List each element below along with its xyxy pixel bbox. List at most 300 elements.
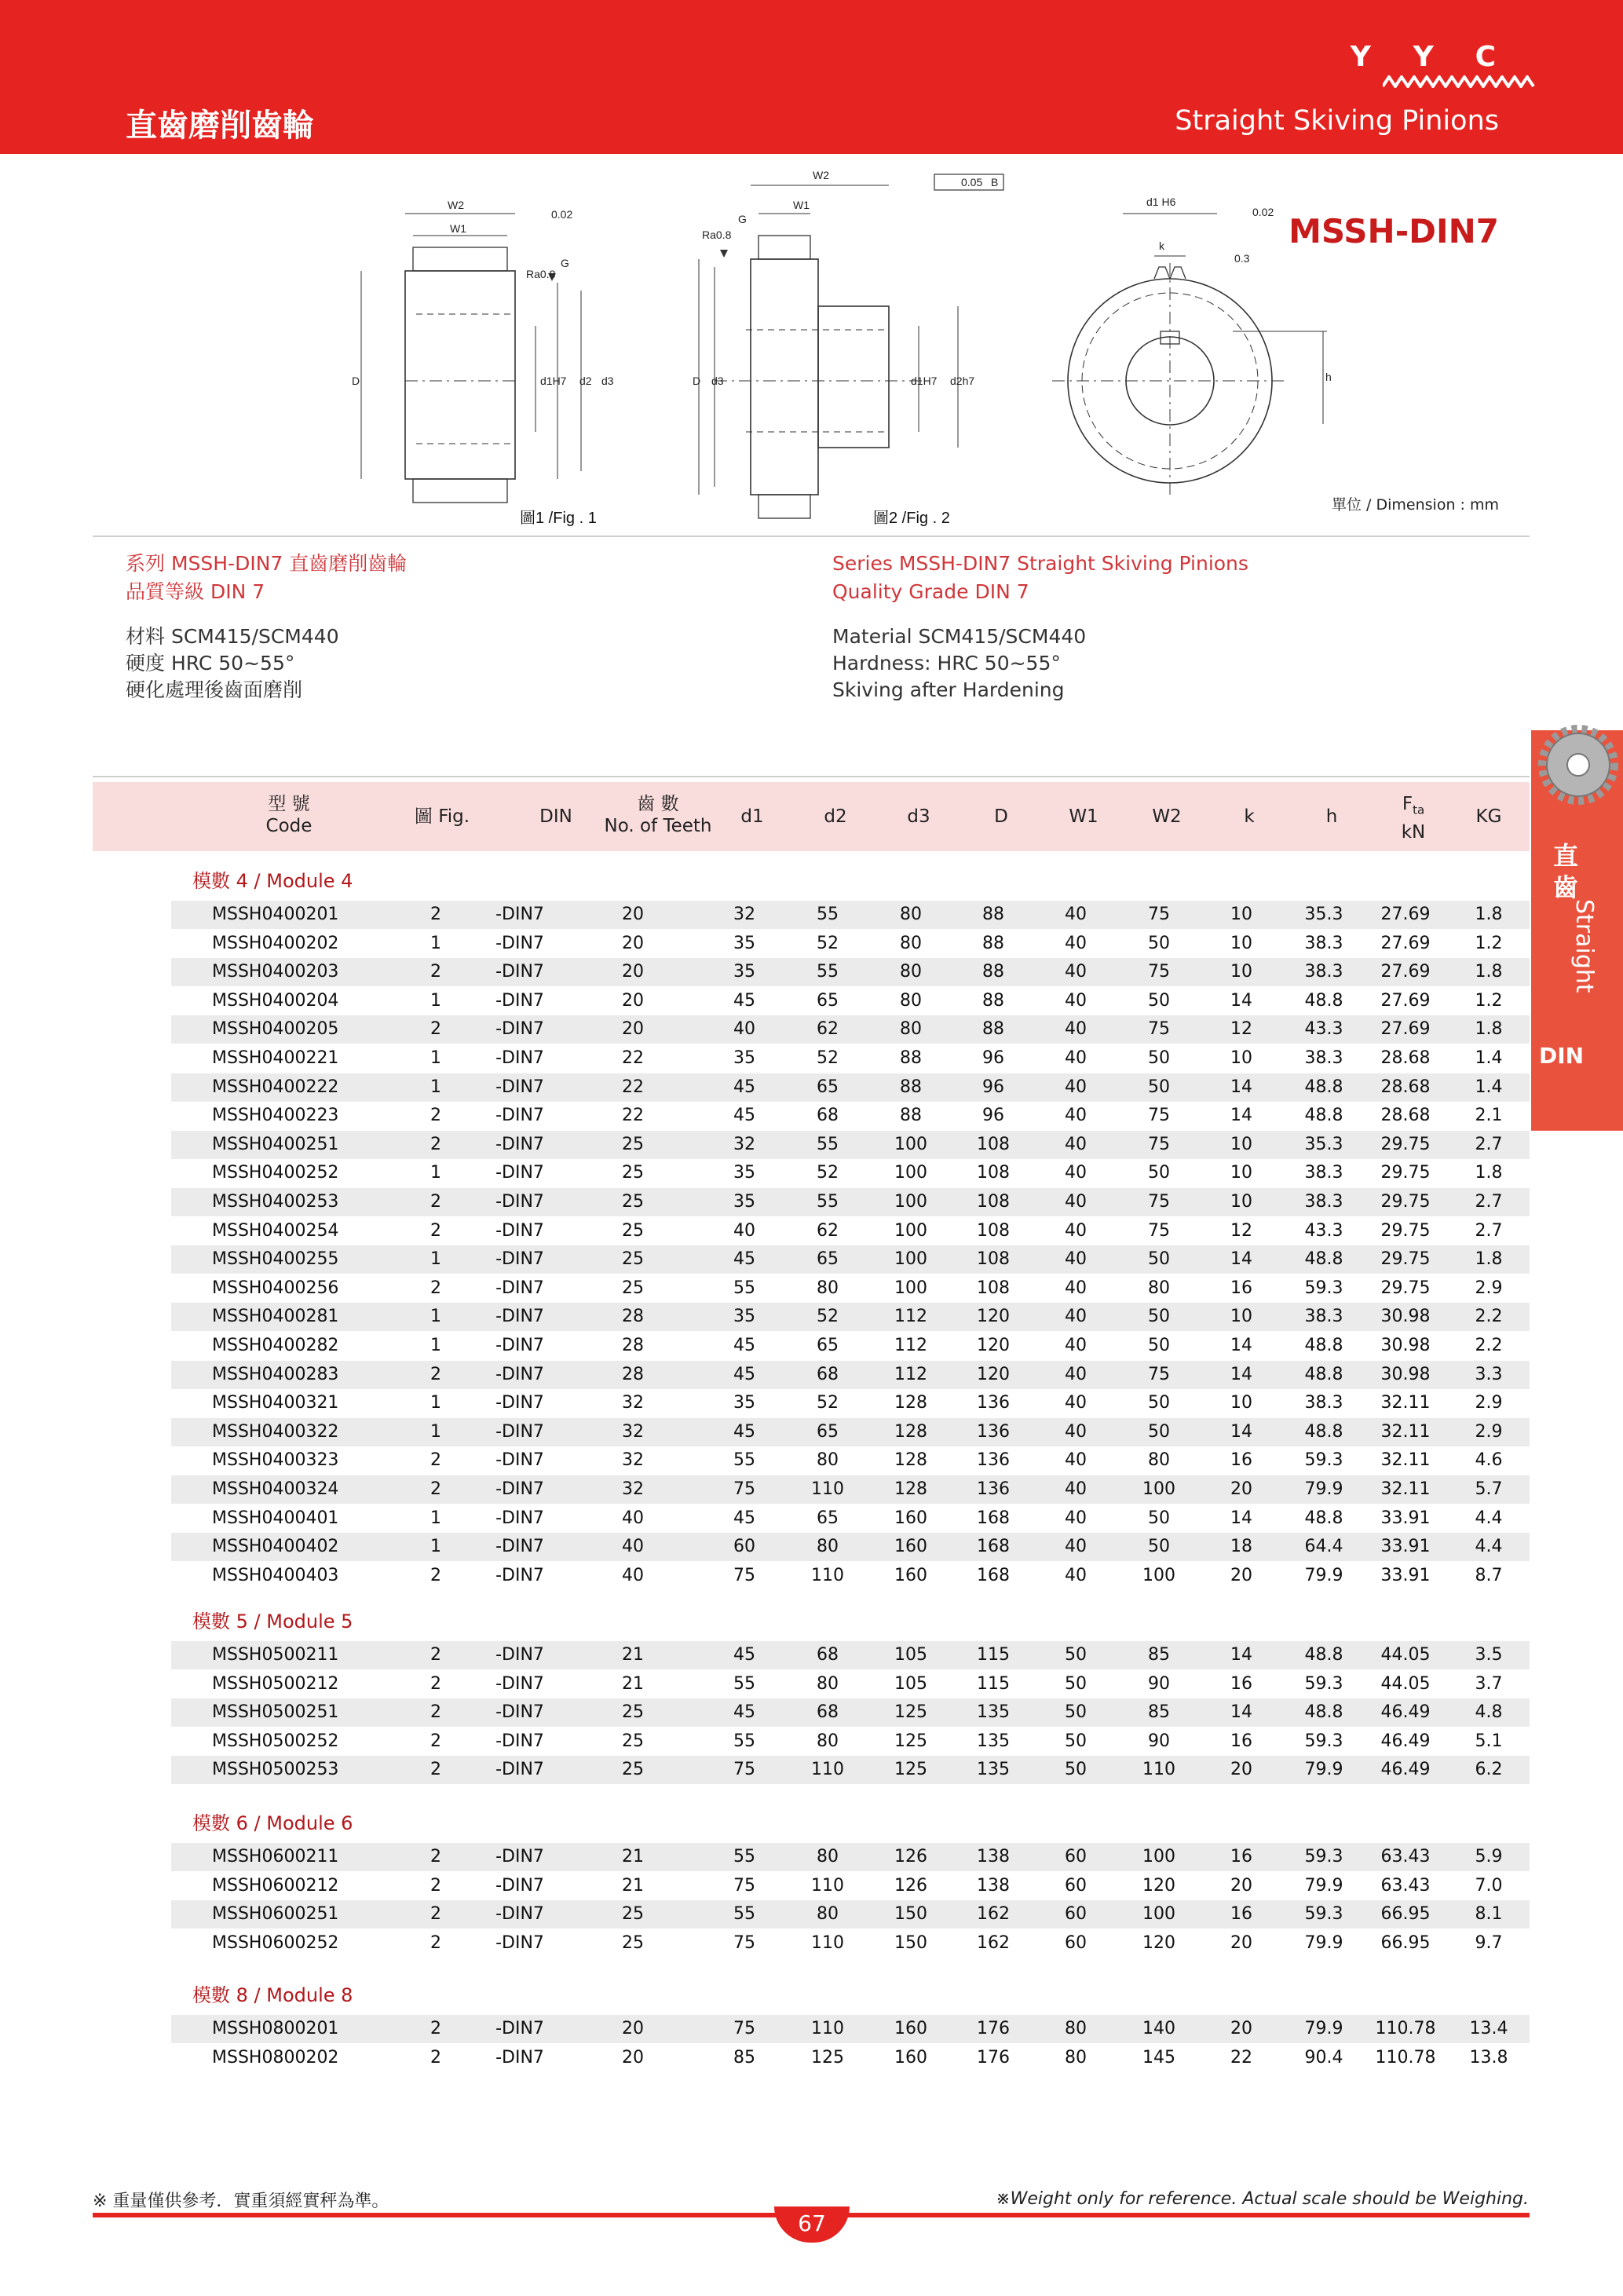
cell-D: 120: [977, 1307, 1010, 1327]
cell-fig: 1: [430, 1077, 441, 1097]
cell-teeth: 32: [622, 1450, 644, 1471]
cell-d1: 75: [733, 2019, 755, 2038]
cell-teeth: 25: [622, 1702, 644, 1723]
cell-w1: 80: [1065, 2019, 1087, 2038]
cell-d3: 125: [894, 1702, 927, 1723]
cell-kg: 6.2: [1475, 1760, 1503, 1780]
table-row: [171, 1102, 1530, 1130]
cell-d2: 52: [817, 933, 839, 953]
label-d1h6-fig3: d1 H6: [1146, 196, 1176, 208]
cell-d2: 80: [817, 1450, 839, 1471]
cell-D: 115: [977, 1673, 1010, 1694]
cell-fta: 29.75: [1380, 1163, 1431, 1183]
cell-k: 12: [1230, 1220, 1252, 1241]
fig2-caption: 圖2 /Fig . 2: [873, 510, 950, 527]
cell-d2: 52: [817, 1393, 839, 1413]
cell-w2: 75: [1148, 1364, 1170, 1384]
cell-teeth: 25: [622, 1760, 644, 1780]
cell-w2: 75: [1148, 905, 1170, 924]
label-d3-fig1: d3: [601, 375, 614, 387]
table-row: [171, 1504, 1530, 1533]
cell-fta: 28.68: [1380, 1077, 1431, 1097]
cell-w2: 50: [1148, 933, 1170, 953]
cell-k: 10: [1230, 905, 1252, 924]
cell-din: -DIN7: [495, 1336, 544, 1355]
cell-D: 108: [977, 1220, 1010, 1241]
cell-teeth: 20: [622, 2019, 644, 2038]
cell-code: MSSH0500211: [212, 1645, 339, 1665]
cell-w1: 40: [1065, 1565, 1087, 1585]
cell-code: MSSH0400254: [212, 1220, 339, 1241]
cell-code: MSSH0400283: [212, 1364, 339, 1384]
cell-d2: 55: [817, 962, 839, 982]
cell-w1: 40: [1065, 1077, 1087, 1097]
table-row: [171, 1389, 1530, 1417]
cell-w1: 50: [1065, 1645, 1087, 1665]
table-row: [171, 1872, 1530, 1900]
cell-kg: 1.8: [1475, 1163, 1503, 1183]
cell-fig: 1: [430, 1048, 441, 1068]
brand-teeth-graphic: [1383, 75, 1537, 88]
cell-fta: 27.69: [1380, 933, 1431, 953]
side-tab-en: Straight: [1570, 899, 1598, 993]
cell-teeth: 25: [622, 1278, 644, 1298]
table-row: [171, 1245, 1530, 1274]
cell-kg: 2.9: [1475, 1278, 1503, 1298]
info-zh: [126, 550, 407, 704]
material-en: Material SCM415/SCM440: [832, 625, 1087, 648]
cell-fig: 2: [430, 2019, 441, 2038]
cell-d3: 105: [894, 1645, 927, 1665]
cell-k: 14: [1230, 1645, 1252, 1665]
cell-code: MSSH0400223: [212, 1106, 339, 1126]
table-row: [171, 1188, 1530, 1216]
cell-teeth: 28: [622, 1364, 644, 1384]
cell-d3: 112: [894, 1307, 927, 1327]
page-header: [0, 0, 1623, 154]
cell-d1: 55: [733, 1673, 755, 1694]
cell-kg: 8.7: [1475, 1565, 1503, 1585]
col-D: D: [994, 806, 1008, 827]
cell-din: -DIN7: [495, 1048, 544, 1068]
cell-d3: 126: [894, 1875, 927, 1896]
model-name: MSSH-DIN7: [1289, 212, 1499, 250]
cell-fig: 2: [430, 1702, 441, 1723]
cell-h: 79.9: [1304, 1760, 1343, 1780]
cell-h: 79.9: [1304, 1875, 1343, 1896]
cell-d1: 75: [733, 1932, 755, 1953]
table-row: [171, 1900, 1530, 1929]
cell-teeth: 20: [622, 905, 644, 924]
cell-din: -DIN7: [495, 1702, 544, 1723]
cell-d1: 35: [733, 1048, 755, 1068]
cell-fta: 27.69: [1380, 905, 1431, 924]
cell-code: MSSH0400255: [212, 1249, 339, 1270]
col-fta-unit: kN: [1401, 821, 1426, 843]
divider: [93, 776, 1530, 777]
label-d-fig1: D: [352, 375, 360, 387]
cell-d1: 35: [733, 1393, 755, 1413]
grade-en: Quality Grade DIN 7: [832, 580, 1029, 603]
col-fta-label: F: [1402, 794, 1413, 814]
cell-D: 138: [977, 1847, 1010, 1866]
cell-code: MSSH0400403: [212, 1565, 339, 1585]
cell-fta: 30.98: [1380, 1364, 1431, 1384]
cell-d3: 80: [900, 1019, 922, 1040]
cell-kg: 5.9: [1475, 1847, 1503, 1866]
cell-d2: 65: [817, 1508, 839, 1528]
cell-k: 20: [1230, 2019, 1252, 2038]
cell-din: -DIN7: [495, 1731, 544, 1751]
cell-w1: 60: [1065, 1847, 1087, 1866]
cell-din: -DIN7: [495, 1393, 544, 1413]
cell-fta: 44.05: [1380, 1645, 1431, 1665]
label-d3-fig2: d3: [711, 375, 724, 387]
table-row: [171, 1418, 1530, 1446]
cell-fta: 33.91: [1380, 1508, 1431, 1528]
cell-w2: 90: [1148, 1673, 1170, 1694]
cell-fig: 1: [430, 1307, 441, 1327]
cell-d1: 45: [733, 990, 755, 1011]
cell-w2: 50: [1148, 1048, 1170, 1068]
cell-code: MSSH0400402: [212, 1537, 339, 1557]
cell-d2: 80: [817, 1278, 839, 1298]
cell-d2: 125: [811, 2047, 844, 2067]
cell-k: 16: [1230, 1673, 1252, 1694]
cell-teeth: 40: [622, 1537, 644, 1557]
cell-kg: 5.1: [1475, 1731, 1503, 1751]
cell-k: 12: [1230, 1019, 1252, 1040]
cell-D: 176: [977, 2047, 1010, 2067]
cell-fig: 2: [430, 1106, 441, 1126]
cell-w1: 40: [1065, 1278, 1087, 1298]
cell-teeth: 25: [622, 1249, 644, 1270]
cell-fta: 46.49: [1380, 1702, 1431, 1723]
cell-teeth: 21: [622, 1847, 644, 1866]
cell-D: 135: [977, 1702, 1010, 1723]
table-row: [171, 1015, 1530, 1044]
cell-teeth: 25: [622, 1904, 644, 1925]
cell-d1: 85: [733, 2047, 755, 2067]
label-symmetry: 0.3: [1234, 252, 1250, 265]
cell-h: 35.3: [1304, 1134, 1343, 1154]
page-number: 67: [774, 2206, 850, 2243]
cell-D: 88: [982, 905, 1004, 924]
cell-D: 88: [982, 990, 1004, 1011]
cell-d2: 55: [817, 1134, 839, 1154]
cell-w2: 75: [1148, 962, 1170, 982]
cell-teeth: 32: [622, 1421, 644, 1442]
cell-h: 43.3: [1304, 1019, 1343, 1040]
cell-kg: 4.4: [1475, 1537, 1503, 1557]
cell-w2: 50: [1148, 1421, 1170, 1442]
cell-code: MSSH0500251: [212, 1702, 339, 1723]
table-row: [171, 1843, 1530, 1871]
cell-w1: 80: [1065, 2047, 1087, 2067]
cell-w1: 40: [1065, 1048, 1087, 1068]
cell-k: 10: [1230, 1307, 1252, 1327]
cell-D: 135: [977, 1731, 1010, 1751]
cell-w2: 80: [1148, 1450, 1170, 1471]
cell-code: MSSH0500253: [212, 1760, 339, 1780]
cell-code: MSSH0400204: [212, 990, 339, 1011]
cell-h: 48.8: [1304, 1508, 1343, 1528]
cell-w2: 120: [1142, 1932, 1175, 1953]
cell-h: 59.3: [1304, 1904, 1343, 1925]
cell-k: 10: [1230, 933, 1252, 953]
cell-d1: 55: [733, 1847, 755, 1866]
fig3-end-view: [1052, 214, 1327, 499]
cell-code: MSSH0400323: [212, 1450, 339, 1471]
col-teeth-zh: 齒 數: [637, 794, 679, 814]
cell-k: 14: [1230, 1421, 1252, 1442]
cell-kg: 1.2: [1475, 990, 1503, 1011]
cell-h: 48.8: [1304, 1364, 1343, 1384]
cell-teeth: 20: [622, 962, 644, 982]
fig1-drawing: [361, 214, 581, 503]
footnote-en: ※Weight only for reference. Actual scale should be Weighing.: [996, 2189, 1529, 2209]
cell-k: 10: [1230, 1048, 1252, 1068]
cell-D: 162: [977, 1932, 1010, 1953]
cell-teeth: 28: [622, 1336, 644, 1355]
cell-fig: 2: [430, 1904, 441, 1925]
cell-w2: 50: [1148, 1307, 1170, 1327]
side-tab-din: DIN: [1539, 1043, 1585, 1069]
cell-fig: 1: [430, 933, 441, 953]
cell-D: 108: [977, 1163, 1010, 1183]
cell-D: 108: [977, 1249, 1010, 1270]
col-d2: d2: [824, 806, 847, 827]
cell-d3: 128: [894, 1450, 927, 1471]
cell-fta: 29.75: [1380, 1278, 1431, 1298]
cell-D: 88: [982, 933, 1004, 953]
cell-d1: 35: [733, 1163, 755, 1183]
cell-teeth: 20: [622, 933, 644, 953]
cell-code: MSSH0400281: [212, 1307, 339, 1327]
cell-d1: 45: [733, 1077, 755, 1097]
label-w1-fig1: W1: [450, 222, 466, 235]
cell-h: 48.8: [1304, 1106, 1343, 1126]
cell-fig: 2: [430, 1278, 441, 1298]
col-code: [234, 793, 344, 837]
cell-h: 38.3: [1304, 962, 1343, 982]
cell-code: MSSH0400205: [212, 1019, 339, 1040]
label-d1h7-fig1: d1H7: [540, 375, 567, 387]
cell-d3: 128: [894, 1393, 927, 1413]
cell-D: 136: [977, 1393, 1010, 1413]
label-datum: B: [991, 176, 999, 188]
cell-k: 22: [1230, 2047, 1252, 2067]
cell-h: 35.3: [1304, 905, 1343, 924]
cell-fta: 63.43: [1380, 1875, 1431, 1896]
cell-d1: 45: [733, 1106, 755, 1126]
cell-teeth: 25: [622, 1220, 644, 1241]
cell-fta: 29.75: [1380, 1192, 1431, 1212]
table-row: [171, 1217, 1530, 1245]
cell-w1: 40: [1065, 1450, 1087, 1471]
cell-d3: 160: [894, 1565, 927, 1585]
cell-w1: 40: [1065, 1307, 1087, 1327]
cell-D: 96: [982, 1106, 1004, 1126]
cell-din: -DIN7: [495, 933, 544, 953]
series-en: Series MSSH-DIN7 Straight Skiving Pinions: [832, 552, 1248, 575]
label-w1-fig2: W1: [793, 199, 810, 211]
label-d1h7-fig2: d1H7: [911, 375, 938, 387]
cell-kg: 13.8: [1469, 2047, 1508, 2067]
footnote-zh: ※ 重量僅供參考．實重須經實秤為準。: [93, 2192, 389, 2211]
cell-teeth: 20: [622, 990, 644, 1011]
cell-h: 48.8: [1304, 990, 1343, 1011]
cell-D: 96: [982, 1077, 1004, 1097]
cell-w1: 40: [1065, 1393, 1087, 1413]
cell-w2: 50: [1148, 1249, 1170, 1270]
cell-d3: 100: [894, 1163, 927, 1183]
cell-d1: 55: [733, 1450, 755, 1471]
cell-w1: 50: [1065, 1702, 1087, 1723]
cell-d2: 65: [817, 1077, 839, 1097]
cell-d3: 100: [894, 1249, 927, 1270]
cell-kg: 4.4: [1475, 1508, 1503, 1528]
cell-d3: 105: [894, 1673, 927, 1694]
cell-d2: 55: [817, 1192, 839, 1212]
cell-din: -DIN7: [495, 1847, 544, 1866]
cell-w1: 40: [1065, 1163, 1087, 1183]
cell-d3: 100: [894, 1278, 927, 1298]
cell-teeth: 40: [622, 1565, 644, 1585]
cell-h: 59.3: [1304, 1731, 1343, 1751]
cell-D: 176: [977, 2019, 1010, 2038]
cell-w1: 40: [1065, 990, 1087, 1011]
cell-d3: 128: [894, 1421, 927, 1442]
cell-d2: 62: [817, 1220, 839, 1241]
side-tab-zh: 直齒: [1553, 841, 1579, 902]
cell-d1: 45: [733, 1702, 755, 1723]
cell-k: 20: [1230, 1760, 1252, 1780]
process-en: Skiving after Hardening: [832, 678, 1065, 701]
cell-d1: 55: [733, 1731, 755, 1751]
cell-din: -DIN7: [495, 1192, 544, 1212]
cell-d3: 88: [900, 1106, 922, 1126]
cell-d2: 80: [817, 1673, 839, 1694]
cell-k: 16: [1230, 1847, 1252, 1866]
section-title: 模數 5 / Module 5: [192, 1610, 353, 1632]
cell-D: 168: [977, 1508, 1010, 1528]
cell-w2: 140: [1142, 2019, 1175, 2038]
cell-k: 14: [1230, 1364, 1252, 1384]
cell-fta: 30.98: [1380, 1307, 1431, 1327]
table-row: [171, 1159, 1530, 1187]
cell-din: -DIN7: [495, 2019, 544, 2038]
side-tab: [1531, 730, 1623, 1131]
cell-d2: 68: [817, 1106, 839, 1126]
cell-d2: 110: [811, 1565, 844, 1585]
cell-h: 79.9: [1304, 1565, 1343, 1585]
cell-k: 14: [1230, 1077, 1252, 1097]
cell-h: 38.3: [1304, 1192, 1343, 1212]
cell-w1: 40: [1065, 1537, 1087, 1557]
cell-D: 136: [977, 1450, 1010, 1471]
label-h-fig3: h: [1325, 371, 1332, 383]
label-d2-fig1: d2: [579, 375, 592, 387]
table-row: [171, 1670, 1530, 1698]
cell-d3: 80: [900, 962, 922, 982]
cell-fta: 66.95: [1380, 1932, 1431, 1953]
cell-fig: 2: [430, 1479, 441, 1499]
cell-k: 20: [1230, 1932, 1252, 1953]
cell-d1: 45: [733, 1508, 755, 1528]
cell-d2: 52: [817, 1307, 839, 1327]
cell-code: MSSH0500212: [212, 1673, 339, 1694]
cell-code: MSSH0600251: [212, 1904, 339, 1925]
cell-k: 16: [1230, 1904, 1252, 1925]
cell-w1: 40: [1065, 1220, 1087, 1241]
cell-k: 18: [1230, 1537, 1252, 1557]
cell-teeth: 21: [622, 1645, 644, 1665]
cell-w2: 145: [1142, 2047, 1175, 2067]
cell-d2: 52: [817, 1048, 839, 1068]
label-runout-fig1: 0.02: [551, 208, 573, 221]
hardness-en: Hardness: HRC 50~55°: [832, 652, 1061, 675]
table-row: [171, 1727, 1530, 1756]
cell-fig: 2: [430, 905, 441, 924]
cell-h: 48.8: [1304, 1645, 1343, 1665]
cell-d3: 150: [894, 1904, 927, 1925]
cell-h: 48.8: [1304, 1702, 1343, 1723]
cell-fta: 32.11: [1380, 1421, 1431, 1442]
cell-k: 14: [1230, 1336, 1252, 1355]
series-zh: 系列 MSSH-DIN7 直齒磨削齒輪: [126, 552, 408, 575]
cell-code: MSSH0400253: [212, 1192, 339, 1212]
col-d1: d1: [740, 806, 764, 827]
table-row: [171, 901, 1530, 929]
cell-teeth: 25: [622, 1163, 644, 1183]
cell-k: 14: [1230, 1702, 1252, 1723]
cell-k: 14: [1230, 1106, 1252, 1126]
col-teeth: [579, 793, 737, 837]
cell-kg: 2.9: [1475, 1421, 1503, 1442]
cell-fig: 2: [430, 1875, 441, 1896]
section-title: 模數 4 / Module 4: [192, 870, 353, 892]
cell-fta: 29.75: [1380, 1249, 1431, 1270]
unit-note: 單位 / Dimension : mm: [1332, 496, 1499, 514]
cell-w2: 85: [1148, 1645, 1170, 1665]
cell-k: 20: [1230, 1565, 1252, 1585]
cell-fta: 32.11: [1380, 1450, 1431, 1471]
cell-din: -DIN7: [495, 2047, 544, 2067]
cell-D: 135: [977, 1760, 1010, 1780]
grade-zh: 品質等級 DIN 7: [126, 580, 265, 603]
cell-D: 168: [977, 1537, 1010, 1557]
cell-fig: 1: [430, 1163, 441, 1183]
cell-d2: 80: [817, 1904, 839, 1925]
cell-fta: 27.69: [1380, 962, 1431, 982]
cell-w2: 75: [1148, 1134, 1170, 1154]
label-runout-fig3: 0.02: [1252, 206, 1274, 218]
cell-h: 59.3: [1304, 1673, 1343, 1694]
cell-d3: 100: [894, 1220, 927, 1241]
cell-w2: 75: [1148, 1019, 1170, 1040]
cell-code: MSSH0600252: [212, 1932, 339, 1953]
cell-d1: 35: [733, 933, 755, 953]
label-w2-fig1: W2: [448, 199, 464, 211]
cell-fig: 2: [430, 1220, 441, 1241]
cell-din: -DIN7: [495, 1673, 544, 1694]
cell-fig: 1: [430, 1537, 441, 1557]
cell-fig: 2: [430, 2047, 441, 2067]
table-row: [171, 2044, 1530, 2072]
cell-h: 48.8: [1304, 1421, 1343, 1442]
cell-d3: 160: [894, 2047, 927, 2067]
